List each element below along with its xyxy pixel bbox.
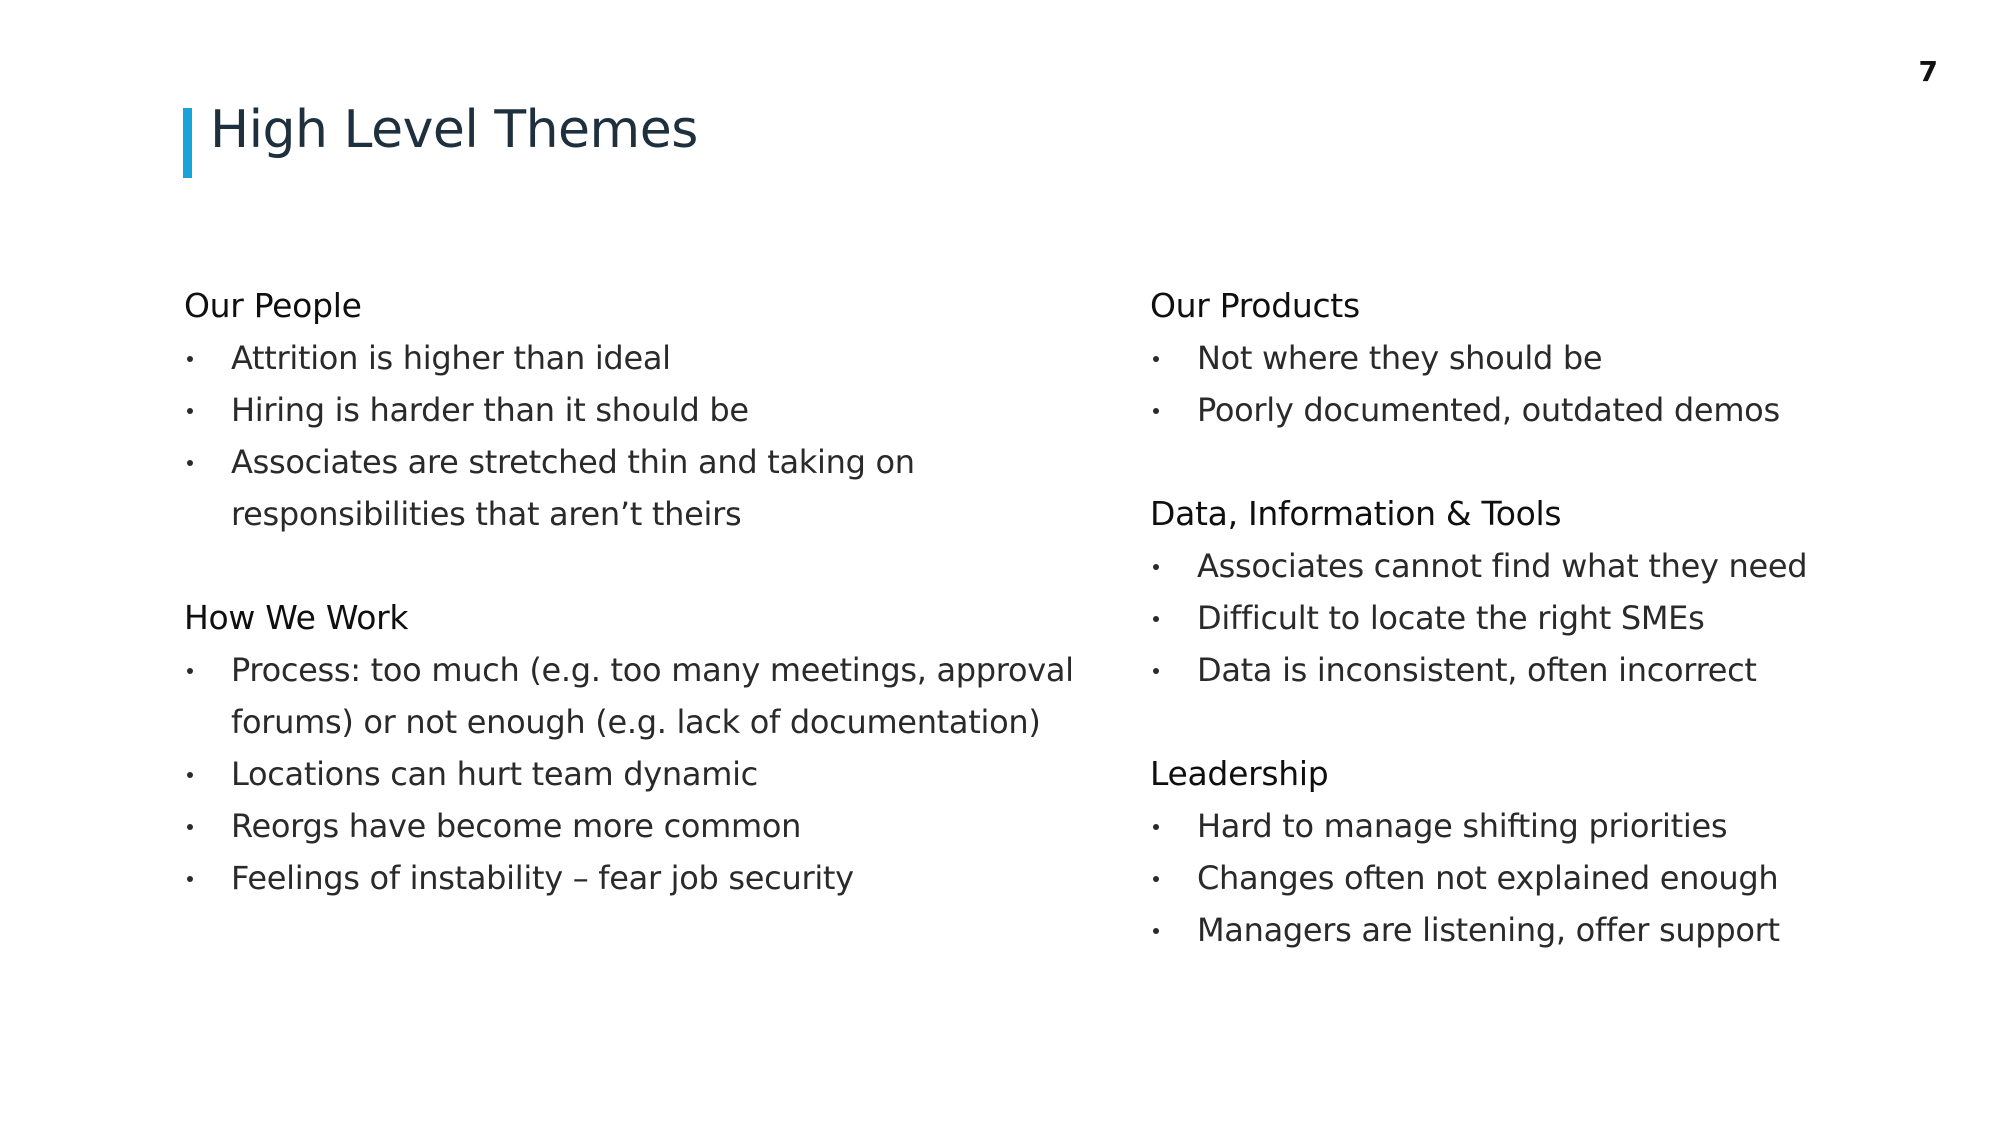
bullet-item xyxy=(1150,800,1970,852)
bullet-item xyxy=(1150,904,1970,956)
bullet-icon xyxy=(1153,668,1159,674)
bullet-item xyxy=(1150,332,1970,384)
section-our-products xyxy=(1150,280,1970,436)
bullet-text: Feelings of instability – fear job security xyxy=(231,859,854,897)
section-heading: Data, Information & Tools xyxy=(1150,494,1562,533)
bullet-text: Attrition is higher than ideal xyxy=(231,339,671,377)
bullet-item xyxy=(184,436,931,540)
bullet-item xyxy=(184,748,1064,800)
bullet-icon xyxy=(187,876,193,882)
section-heading: How We Work xyxy=(184,598,409,637)
bullet-item xyxy=(184,644,1091,748)
bullet-item xyxy=(1150,852,1970,904)
section-our-people xyxy=(184,280,1064,540)
bullet-text: Locations can hurt team dynamic xyxy=(231,755,758,793)
bullet-icon xyxy=(187,408,193,414)
bullet-text: Difficult to locate the right SMEs xyxy=(1197,599,1705,637)
bullet-icon xyxy=(187,668,193,674)
bullet-text: Changes often not explained enough xyxy=(1197,859,1779,897)
section-how-we-work xyxy=(184,592,1074,904)
page-number: 7 xyxy=(1918,55,1938,88)
section-heading: Our Products xyxy=(1150,286,1360,325)
bullet-text: Poorly documented, outdated demos xyxy=(1197,391,1780,429)
bullet-list xyxy=(184,332,1064,540)
bullet-list xyxy=(1150,332,1970,436)
section-leadership xyxy=(1150,748,1970,956)
bullet-item xyxy=(1150,592,1970,644)
bullet-icon xyxy=(187,824,193,830)
bullet-icon xyxy=(1153,928,1159,934)
bullet-icon xyxy=(1153,824,1159,830)
bullet-item xyxy=(184,332,1064,384)
bullet-text: Not where they should be xyxy=(1197,339,1603,377)
bullet-text: Hiring is harder than it should be xyxy=(231,391,749,429)
bullet-item xyxy=(184,800,1064,852)
bullet-icon xyxy=(1153,616,1159,622)
bullet-item xyxy=(184,852,1064,904)
bullet-text: Data is inconsistent, often incorrect xyxy=(1197,651,1757,689)
bullet-icon xyxy=(1153,356,1159,362)
section-heading: Our People xyxy=(184,286,362,325)
bullet-text: Managers are listening, offer support xyxy=(1197,911,1780,949)
section-data-information-tools xyxy=(1150,488,1970,696)
bullet-text: Process: too much (e.g. too many meetings, approval forums) or not enough (e.g. lack of documentation) xyxy=(231,651,1074,741)
bullet-list xyxy=(184,644,1074,904)
bullet-item xyxy=(184,384,1064,436)
bullet-icon xyxy=(1153,876,1159,882)
bullet-icon xyxy=(187,460,193,466)
title-accent-bar xyxy=(183,108,192,178)
section-heading: Leadership xyxy=(1150,754,1329,793)
right-column xyxy=(1150,280,1970,1008)
bullet-icon xyxy=(187,356,193,362)
bullet-icon xyxy=(187,772,193,778)
bullet-list xyxy=(1150,540,1970,696)
bullet-text: Reorgs have become more common xyxy=(231,807,802,845)
bullet-list xyxy=(1150,800,1970,956)
page-title: High Level Themes xyxy=(210,100,698,160)
bullet-item xyxy=(1150,384,1970,436)
bullet-item xyxy=(1150,540,1970,592)
bullet-text: Associates cannot find what they need xyxy=(1197,547,1808,585)
bullet-icon xyxy=(1153,408,1159,414)
bullet-icon xyxy=(1153,564,1159,570)
bullet-text: Associates are stretched thin and taking on responsibilities that aren’t theirs xyxy=(231,443,915,533)
left-column xyxy=(184,280,1074,956)
bullet-text: Hard to manage shifting priorities xyxy=(1197,807,1728,845)
bullet-item xyxy=(1150,644,1970,696)
